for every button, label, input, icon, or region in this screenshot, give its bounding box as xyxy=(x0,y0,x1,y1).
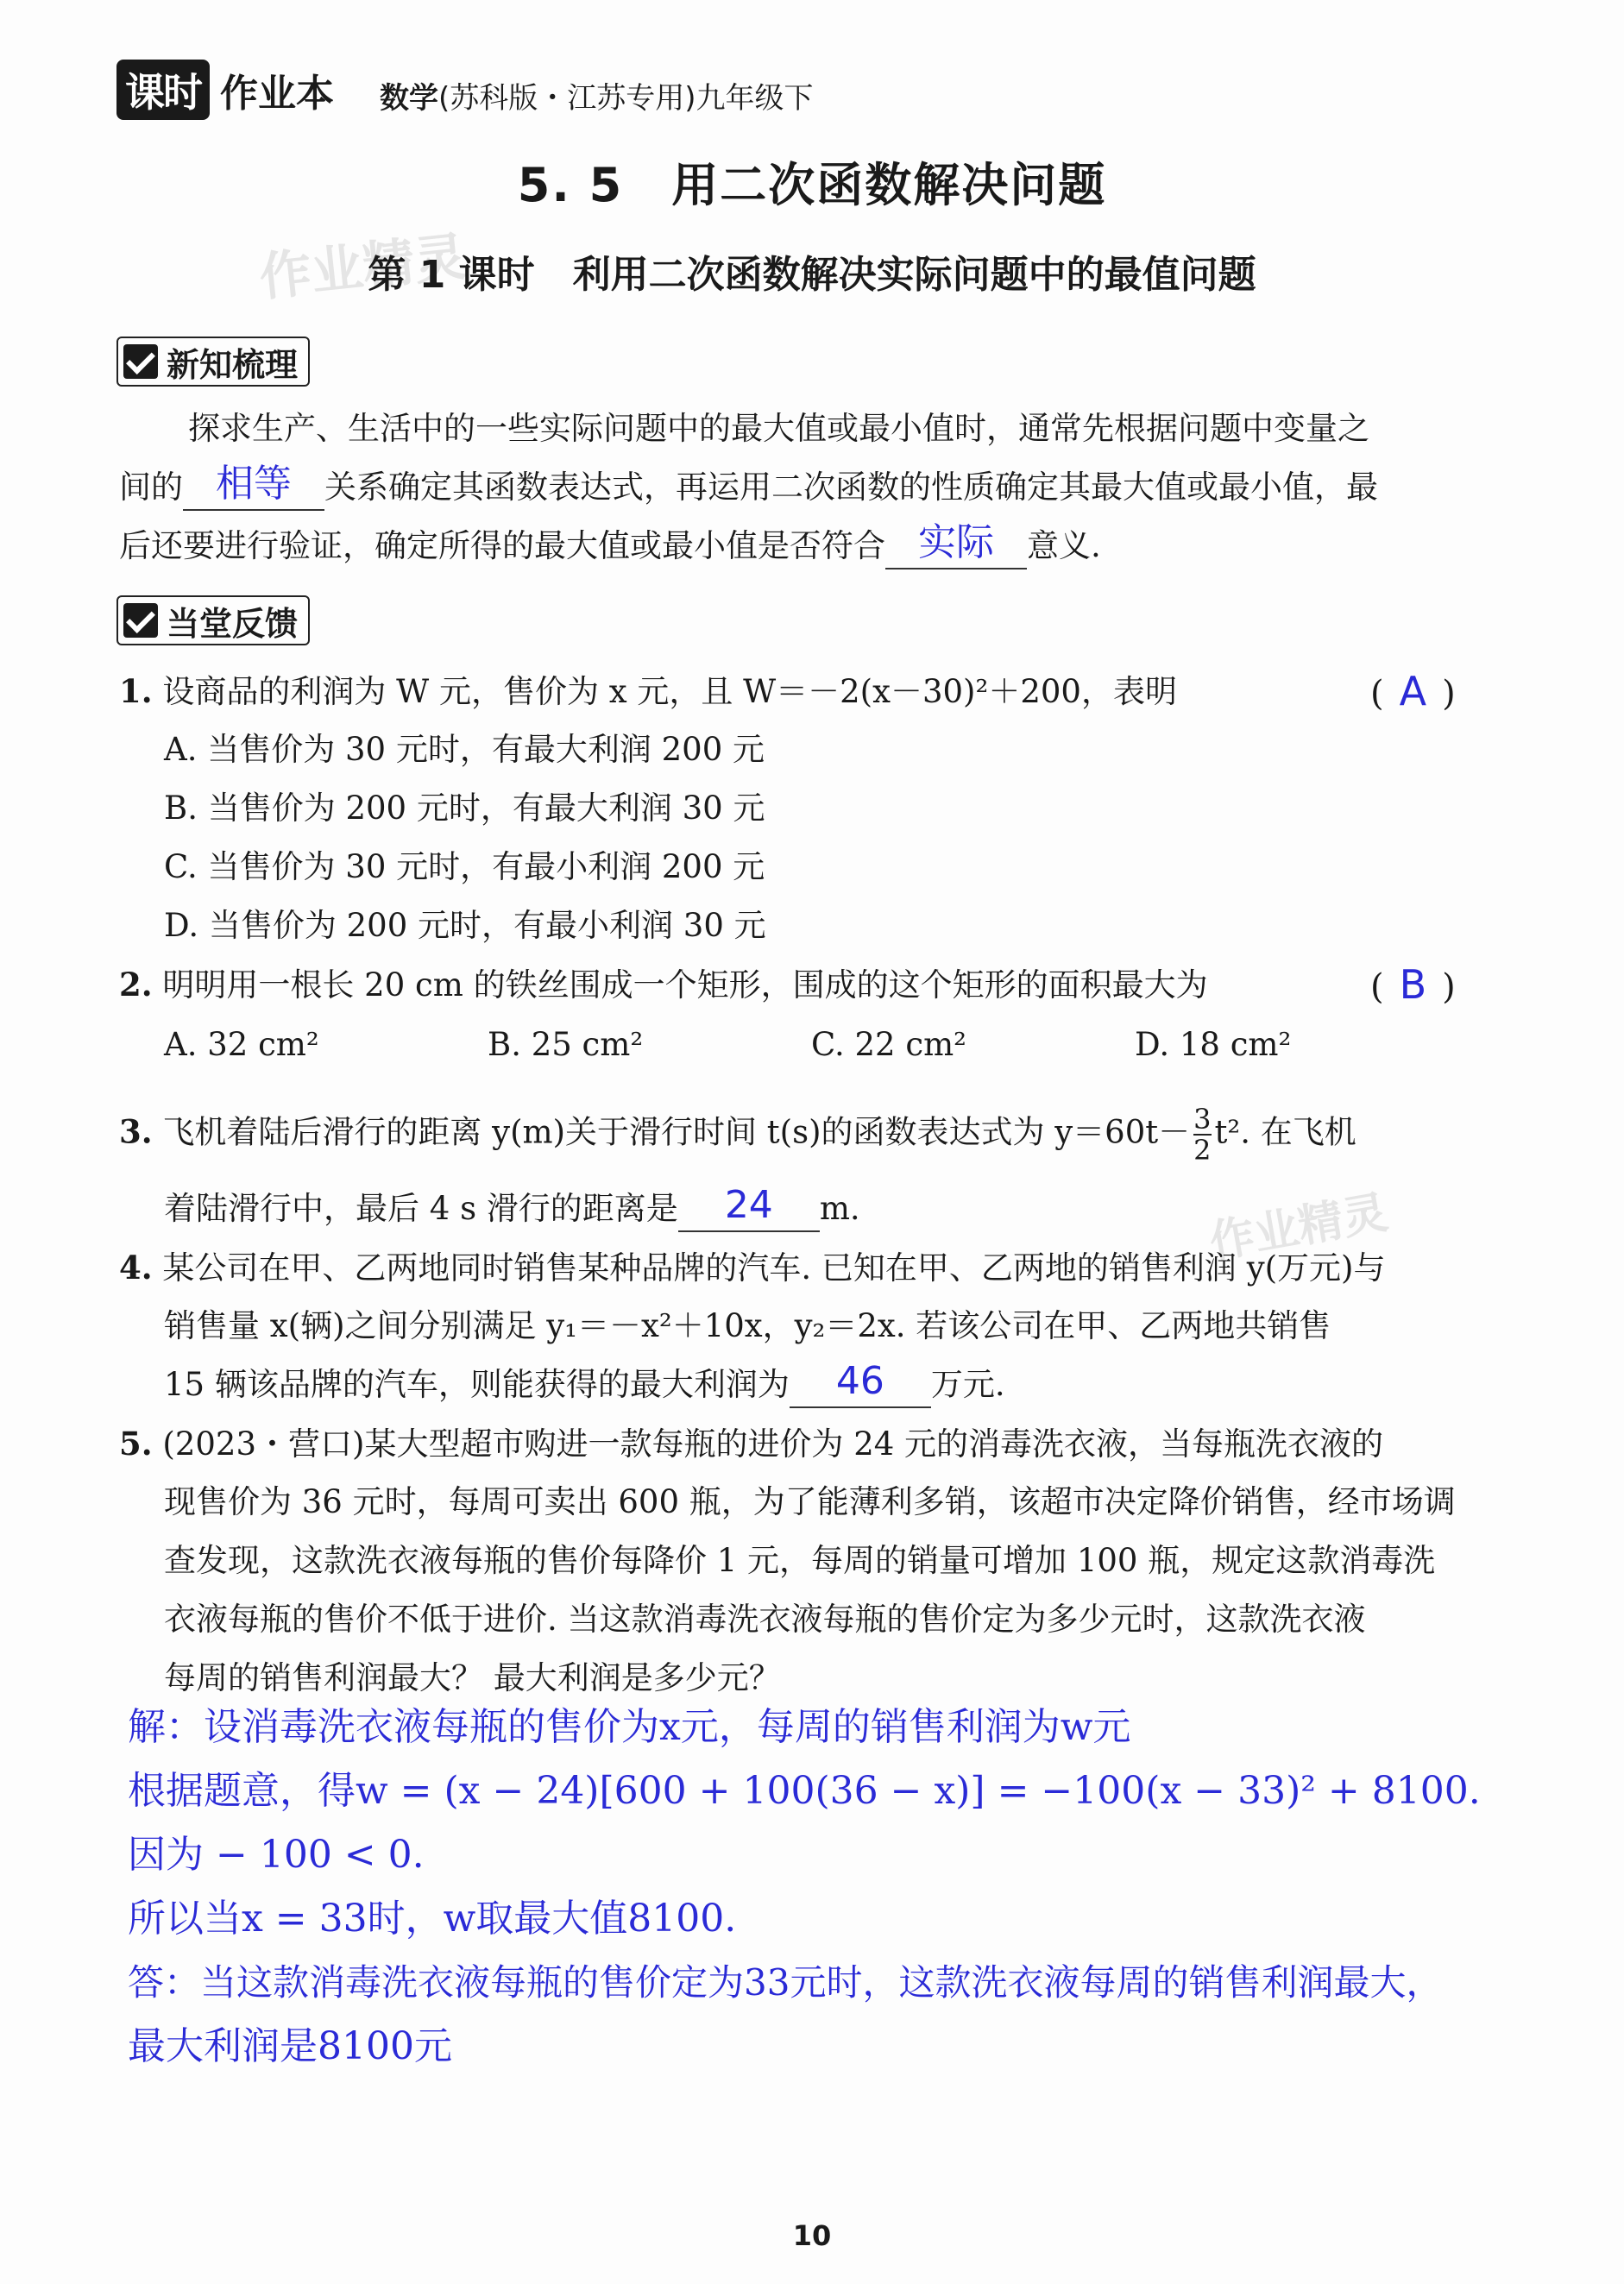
solution-line-4: 所以当x = 33时，w取最大值8100. xyxy=(128,1897,737,1941)
fraction xyxy=(1193,1104,1211,1165)
watermark: 作业精灵 xyxy=(256,226,469,309)
question-3-number: 3. xyxy=(119,1112,153,1151)
book-info xyxy=(380,74,814,116)
question-5-line-2: 现售价为 36 元时，每周可卖出 600 瓶，为了能薄利多销，该超市决定降价销售，经市场调 xyxy=(164,1483,1456,1520)
question-1-answer: A xyxy=(1399,668,1427,714)
question-1-option-d: D. 当售价为 200 元时，有最小利润 30 元 xyxy=(164,907,766,944)
question-3-text-end: t². 在飞机 xyxy=(1214,1113,1356,1151)
question-3-text: 飞机着陆后滑行的距离 y(m)关于滑行时间 t(s)的函数表达式为 y＝60t－ xyxy=(162,1113,1191,1151)
question-4-line-3-start: 15 辆该品牌的汽车，则能获得的最大利润为 xyxy=(164,1366,790,1403)
solution-line-5: 答：当这款消毒洗衣液每瓶的售价定为33元时，这款洗衣液每周的销售利润最大， xyxy=(128,1961,1443,2004)
feedback-badge xyxy=(116,595,310,645)
knowledge-line-3 xyxy=(119,520,1101,569)
question-1-option-a: A. 当售价为 30 元时，有最大利润 200 元 xyxy=(164,731,765,768)
question-1-option-c: C. 当售价为 30 元时，有最小利润 200 元 xyxy=(164,848,765,885)
book-edition: (苏科版・江苏专用)九年级下 xyxy=(438,81,814,116)
lesson-title: 第 1 课时 利用二次函数解决实际问题中的最值问题 xyxy=(368,253,1256,297)
knowledge-line-1: 探求生产、生活中的一些实际问题中的最大值或最小值时，通常先根据问题中变量之 xyxy=(188,410,1369,447)
handwritten-answer-3: 24 xyxy=(724,1183,773,1227)
question-2 xyxy=(119,963,1208,1007)
solution-line-2: 根据题意，得w = (x − 24)[600 + 100(36 − x)] = −100(x − 33)² + 8100. xyxy=(128,1769,1481,1813)
question-4-text: 某公司在甲、乙两地同时销售某种品牌的汽车. 已知在甲、乙两地的销售利润 y(万元)与 xyxy=(162,1249,1386,1287)
feedback-badge-label: 当堂反馈 xyxy=(167,604,299,643)
handwritten-answer-1: 相等 xyxy=(216,462,292,506)
knowledge-line-2-end: 关系确定其函数表达式，再运用二次函数的性质确定其最大值或最小值，最 xyxy=(324,469,1378,506)
question-2-option-b: B. 25 cm² xyxy=(488,1026,644,1063)
logo-mark: 课时 xyxy=(116,60,210,120)
question-1-answer-box: ( A ) xyxy=(1370,668,1456,714)
fill-blank-3[interactable] xyxy=(678,1183,820,1232)
question-2-answer-box: ( B ) xyxy=(1370,961,1456,1008)
question-3-line-2-end: m. xyxy=(819,1190,860,1227)
question-5-line-4: 衣液每瓶的售价不低于进价. 当这款消毒洗衣液每瓶的售价定为多少元时，这款洗衣液 xyxy=(164,1601,1366,1638)
solution-line-1: 解：设消毒洗衣液每瓶的售价为x元，每周的销售利润为w元 xyxy=(128,1705,1131,1749)
question-5-line-5: 每周的销售利润最大？ 最大利润是多少元？ xyxy=(164,1659,781,1696)
fill-blank-4[interactable] xyxy=(790,1359,931,1408)
checkbox-icon xyxy=(123,603,158,638)
knowledge-line-3-start: 后还要进行验证，确定所得的最大值或最小值是否符合 xyxy=(119,527,885,564)
question-1-text: 设商品的利润为 W 元，售价为 x 元，且 W＝－2(x－30)²＋200，表明 xyxy=(162,673,1177,710)
knowledge-badge xyxy=(116,337,310,387)
question-2-number: 2. xyxy=(119,966,153,1004)
knowledge-line-3-end: 意义. xyxy=(1027,527,1101,564)
question-5-line-1 xyxy=(119,1422,1383,1466)
handwritten-answer-4: 46 xyxy=(835,1359,884,1403)
question-3-line-2 xyxy=(164,1183,860,1232)
fraction-denominator: 2 xyxy=(1193,1134,1212,1167)
question-5-text: (2023・营口)某大型超市购进一款每瓶的进价为 24 元的消毒洗衣液，当每瓶洗衣液的 xyxy=(162,1425,1384,1463)
question-2-option-d: D. 18 cm² xyxy=(1135,1026,1292,1063)
section-title: 5. 5 用二次函数解决问题 xyxy=(517,158,1107,212)
question-1 xyxy=(119,670,1177,714)
fill-blank-1[interactable] xyxy=(183,462,324,511)
knowledge-badge-label: 新知梳理 xyxy=(167,345,299,384)
question-4-line-3-end: 万元. xyxy=(930,1366,1005,1403)
question-2-option-a: A. 32 cm² xyxy=(164,1026,319,1063)
handwritten-answer-2: 实际 xyxy=(918,520,994,564)
knowledge-line-2-start: 间的 xyxy=(119,469,183,506)
checkbox-icon xyxy=(123,344,158,379)
question-2-option-c: C. 22 cm² xyxy=(811,1026,966,1063)
question-3-line-2-start: 着陆滑行中，最后 4 s 滑行的距离是 xyxy=(164,1190,678,1227)
question-4-line-2: 销售量 x(辆)之间分别满足 y₁＝－x²＋10x，y₂＝2x. 若该公司在甲、乙两地共销售 xyxy=(164,1307,1331,1344)
question-4-line-1 xyxy=(119,1246,1385,1290)
question-4-line-3 xyxy=(164,1359,1005,1408)
book-subject: 数学 xyxy=(380,81,438,116)
watermark: 作业精灵 xyxy=(1205,1186,1392,1269)
solution-line-3: 因为 − 100 < 0. xyxy=(128,1833,425,1877)
question-3-line-1 xyxy=(119,1104,1356,1165)
book-logo xyxy=(116,64,334,116)
page-number: 10 xyxy=(792,2219,832,2252)
question-2-text: 明明用一根长 20 cm 的铁丝围成一个矩形，围成的这个矩形的面积最大为 xyxy=(162,966,1208,1004)
question-5-number: 5. xyxy=(119,1425,153,1463)
question-1-number: 1. xyxy=(119,672,153,710)
fill-blank-2[interactable] xyxy=(885,520,1027,569)
logo-title: 作业本 xyxy=(220,72,334,116)
solution-line-6: 最大利润是8100元 xyxy=(128,2024,452,2068)
fraction-numerator: 3 xyxy=(1193,1103,1212,1136)
question-1-option-b: B. 当售价为 200 元时，有最大利润 30 元 xyxy=(164,790,765,827)
question-5-line-3: 查发现，这款洗衣液每瓶的售价每降价 1 元，每周的销量可增加 100 瓶，规定这款消毒洗 xyxy=(164,1542,1436,1579)
question-2-answer: B xyxy=(1399,961,1427,1008)
knowledge-line-2 xyxy=(119,462,1378,511)
question-4-number: 4. xyxy=(119,1249,153,1287)
